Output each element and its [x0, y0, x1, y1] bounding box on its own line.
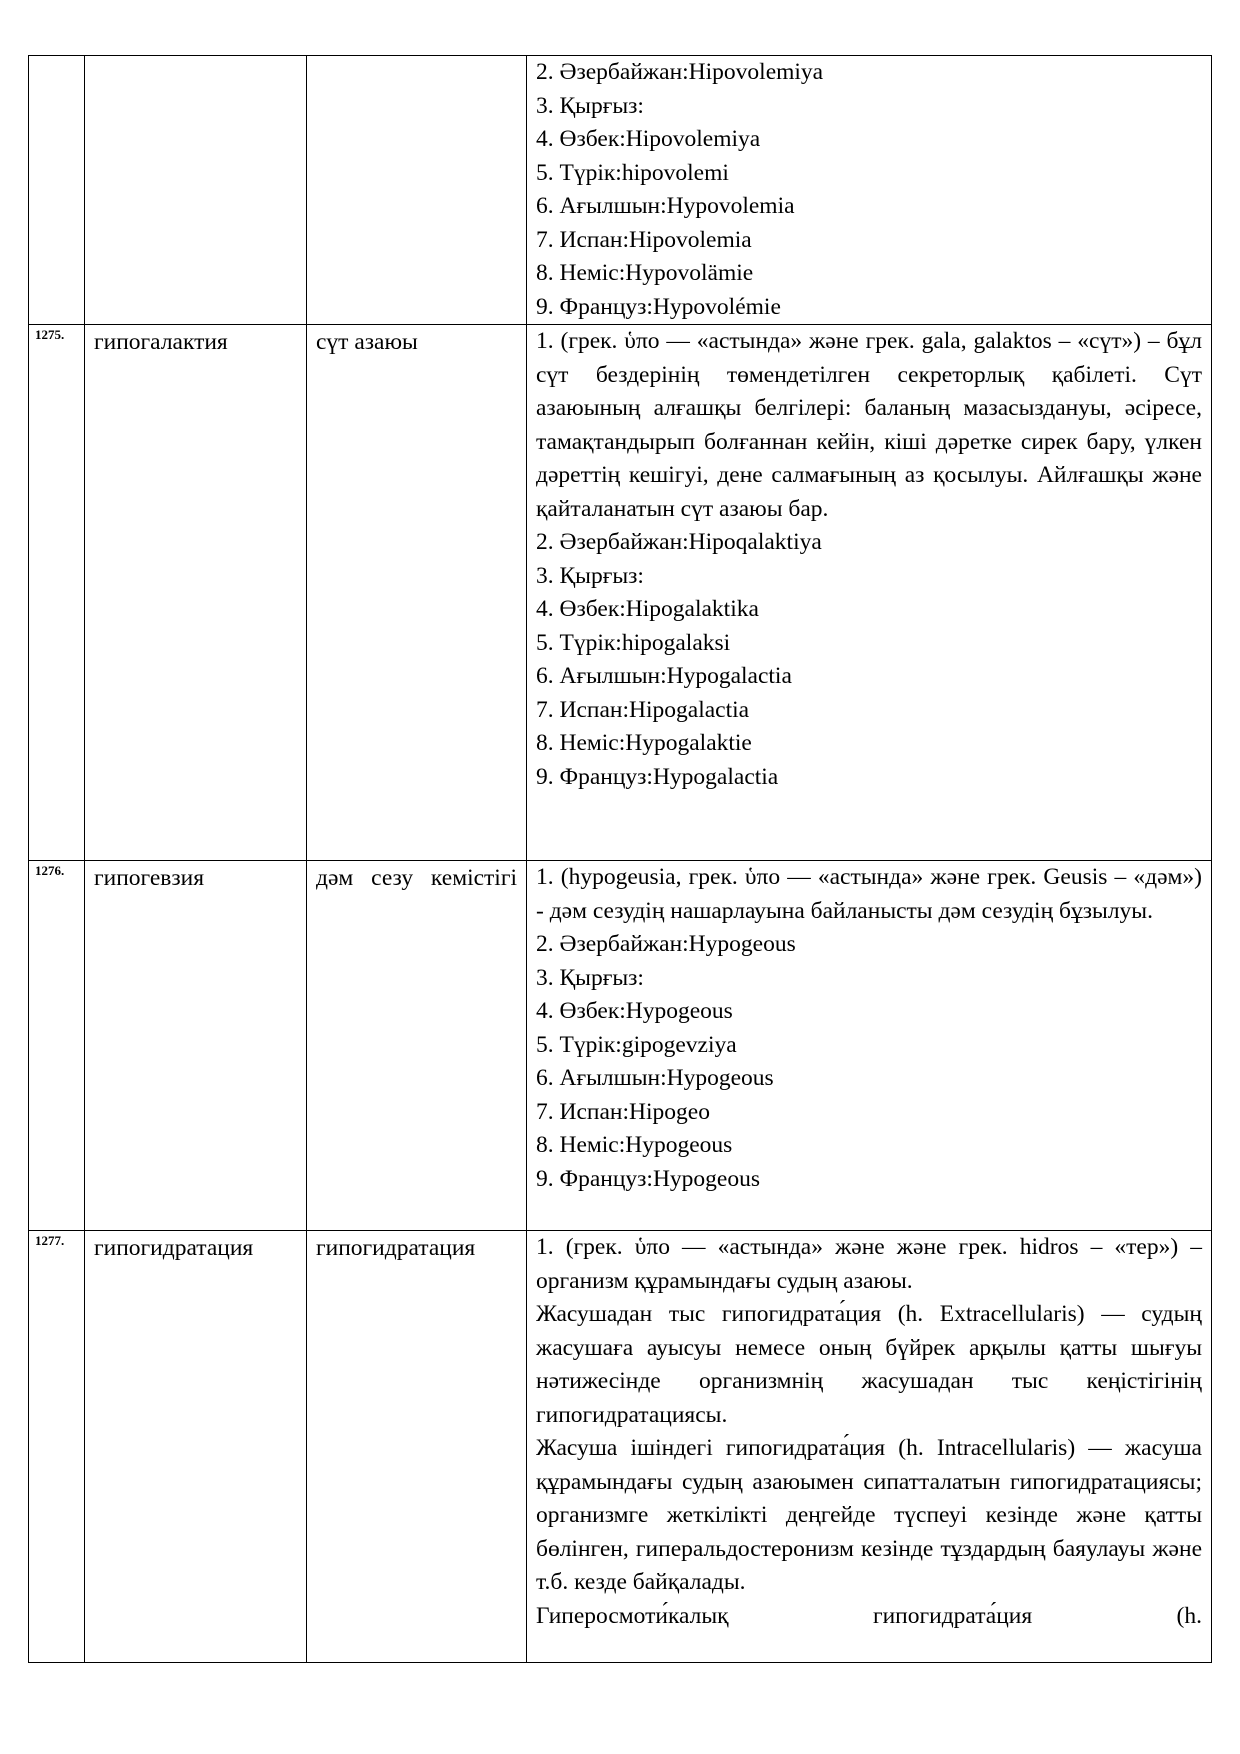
- entry-number: 1275.: [29, 325, 85, 861]
- lang-line: 2. Әзербайжан:Hipoqalaktiya: [536, 529, 822, 555]
- definition-paragraph: Жасушадан тыс гипогидрата́ция (h. Extracellularis) — судың жасушаға ауысуы немесе оның бүйрек арқылы қатты шығуы нәтижесінде организмнің жасушадан тыс кеңістігінің гипогидратациясы.: [536, 1301, 1202, 1428]
- table-row: [29, 56, 1212, 325]
- term-cell: гипогидратация: [85, 1231, 307, 1663]
- lang-line: 8. Неміс:Hypogeous: [536, 1132, 733, 1158]
- lang-line: 8. Неміс:Hypogalaktie: [536, 730, 752, 756]
- definition-paragraph: Гиперосмоти́калық гипогидрата́ция (h.: [536, 1602, 1202, 1629]
- lang-line: 4. Өзбек:Hipogalaktika: [536, 596, 759, 622]
- lang-line: 9. Француз:Hypovolémie: [536, 293, 781, 320]
- translation-text: гипогидратация: [316, 1235, 476, 1261]
- lang-line: 7. Испан:Hipovolemia: [536, 226, 752, 253]
- lang-line: 3. Қырғыз:: [536, 964, 644, 991]
- lang-line: 6. Ағылшын:Hypogalactia: [536, 663, 792, 689]
- translation-cell: сүт азаюы: [307, 325, 527, 861]
- terminology-table: [28, 55, 1212, 1663]
- term-cell: гипогевзия: [85, 861, 307, 1231]
- translation-cell: [307, 56, 527, 325]
- definition-text: 1. (грек. ὑπο — «астында» және және грек. hidros – «тер») – организм құрамындағы судың азаюы.: [536, 1234, 1202, 1294]
- document-page: [28, 55, 1211, 1663]
- table-row: [29, 325, 1212, 861]
- term-cell: гипогалактия: [85, 325, 307, 861]
- term-cell: [85, 56, 307, 325]
- lang-line: 8. Неміс:Hypovolämie: [536, 260, 754, 286]
- lang-line: 3. Қырғыз:: [536, 92, 644, 119]
- translation-cell: [307, 1231, 527, 1663]
- lang-line: 6. Ағылшын:Hypogeous: [536, 1065, 774, 1091]
- lang-line: 6. Ағылшын:Hypovolemia: [536, 193, 795, 219]
- definition-text: 1. (hypogeusia, грек. ὑπο — «астында» және грек. Geusis – «дәм») - дәм сезудің нашарлауына байланысты дәм сезудің бұзылуы.: [536, 864, 1202, 924]
- lang-line: 4. Өзбек:Hypogeous: [536, 998, 733, 1024]
- table-row: [29, 861, 1212, 1231]
- definition-cell: [527, 861, 1212, 1231]
- lang-line: 2. Әзербайжан:Hipovolemiya: [536, 59, 824, 85]
- lang-line: 7. Испан:Hipogeo: [536, 1098, 710, 1125]
- definition-cell: [527, 1231, 1212, 1663]
- lang-line: 9. Француз:Hypogalactia: [536, 763, 779, 790]
- lang-line: 2. Әзербайжан:Hypogeous: [536, 931, 796, 957]
- lang-line: 3. Қырғыз:: [536, 562, 644, 589]
- translation-cell: дәм сезу кемістігі: [307, 861, 527, 1231]
- definition-text: 1. (грек. ὑπο — «астында» және грек. gala, galaktos – «сүт») – бұл сүт бездерінің төмендетілген секреторлық қабілеті. Сүт азаюының алғашқы белгілері: баланың мазасыздануы, әсіресе, тамақтандырып болғаннан кейін, кіші дәретке сирек бару, үлкен дәреттің кешігуі, дене салмағының аз қосылуы. Айлғашқы және қайталанатын сүт азаюы бар.: [536, 328, 1202, 522]
- lang-line: 5. Түрік:gipogevziya: [536, 1031, 737, 1058]
- definition-cell: [527, 56, 1212, 325]
- lang-line: 4. Өзбек:Hipovolemiya: [536, 126, 761, 152]
- lang-line: 5. Түрік:hipovolemi: [536, 159, 729, 186]
- definition-paragraph: Жасуша ішіндегі гипогидрата́ция (h. Intracellularis) — жасуша құрамындағы судың азаюымен сипатталатын гипогидратациясы; организмге жеткілікті деңгейде түспеуі кезінде және қатты бөлінген, гиперальдостеронизм кезінде тұздардың баяулауы және т.б. кезде байқалады.: [536, 1435, 1202, 1595]
- lang-line: 5. Түрік:hipogalaksi: [536, 629, 731, 656]
- lang-line: 9. Француз:Hypogeous: [536, 1165, 761, 1192]
- table-row: [29, 1231, 1212, 1663]
- entry-number: 1276.: [29, 861, 85, 1231]
- entry-number: 1277.: [29, 1231, 85, 1663]
- definition-cell: [527, 325, 1212, 861]
- lang-line: 7. Испан:Hipogalactia: [536, 696, 750, 723]
- entry-number: [29, 56, 85, 325]
